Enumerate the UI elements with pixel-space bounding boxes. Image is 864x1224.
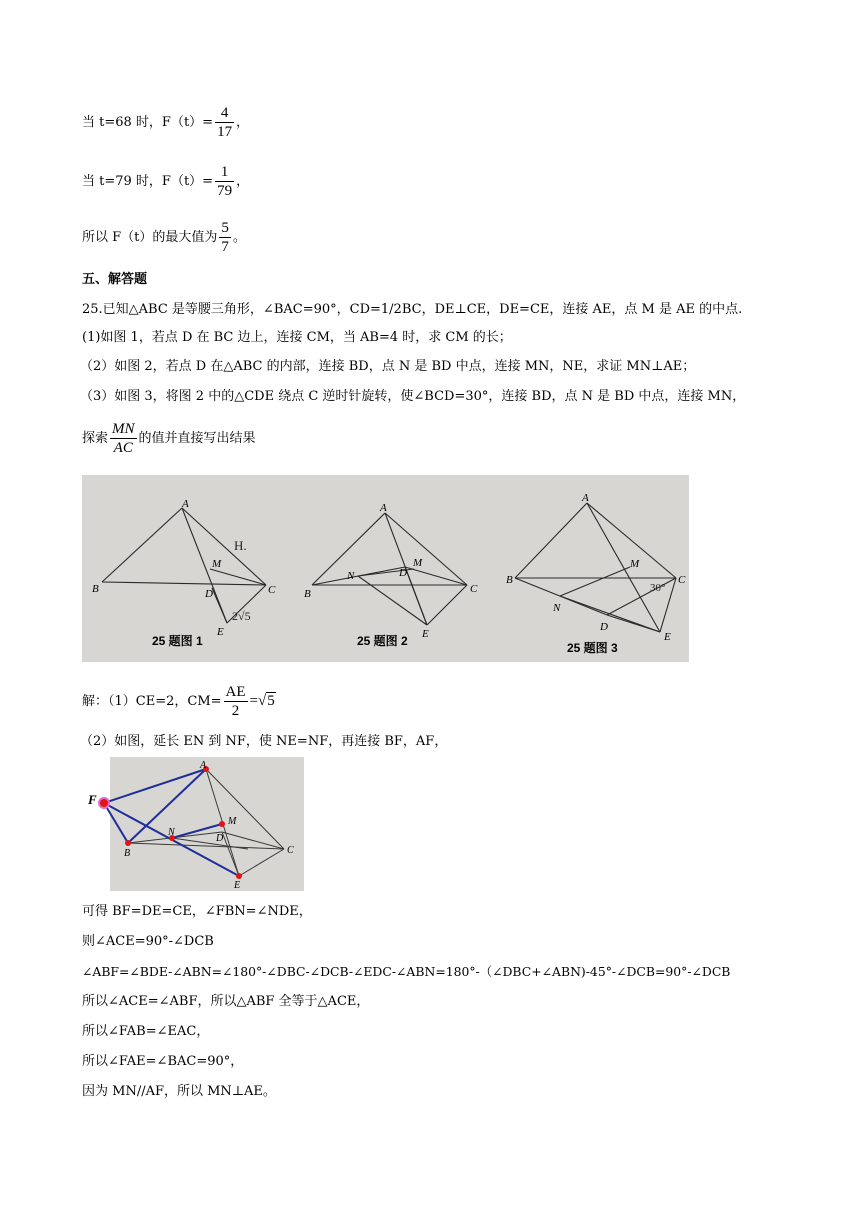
problem-part3: （3）如图 3，将图 2 中的△CDE 绕点 C 逆时针旋转，使∠BCD=30°，连接 BD，点 N 是 BD 中点，连接 MN，: [80, 389, 746, 404]
fraction-max: [219, 219, 231, 256]
fraction-t68: [215, 104, 234, 141]
fig2-caption: 25 题图 2: [357, 634, 408, 648]
sqrt-5: [258, 692, 276, 709]
two-denominator: 2: [231, 703, 240, 719]
t79-suffix: ，: [236, 174, 250, 189]
t68-numerator: 4: [215, 104, 234, 123]
fig1-label-d: D: [205, 588, 213, 600]
construction-figure: [88, 757, 304, 891]
mn-numerator: MN: [112, 421, 135, 437]
t68-denominator: 17: [217, 124, 233, 140]
t79-denominator: 79: [217, 183, 233, 199]
max-denominator: 7: [221, 239, 229, 255]
line-max: [82, 219, 246, 256]
construction-photo-bg: [110, 757, 304, 891]
s1-eq: =: [249, 693, 258, 709]
ac-denominator: AC: [113, 440, 133, 456]
t68-suffix: ，: [236, 115, 250, 130]
label-b: B: [124, 848, 131, 859]
solution-line-9: 因为 MN//AF，所以 MN⊥AE。: [82, 1084, 276, 1099]
solution-line-4: 则∠ACE=90°-∠DCB: [82, 934, 214, 949]
fig2-label-e: E: [422, 628, 429, 640]
label-d: D: [216, 833, 224, 844]
solution-line-8: 所以∠FAE=∠BAC=90°，: [82, 1054, 244, 1069]
part3b-prefix: 探索: [82, 431, 109, 446]
fig1-label-c: C: [268, 584, 276, 596]
radicand: 5: [267, 693, 275, 709]
solution-line-7: 所以∠FAB=∠EAC，: [82, 1024, 210, 1039]
t68-prefix: 当 t=68 时，F（t）=: [82, 115, 214, 130]
solution-line-2: （2）如图，延长 EN 到 NF，使 NE=NF，再连接 BF，AF，: [80, 734, 448, 749]
fig2-label-m: M: [413, 557, 423, 569]
max-prefix: 所以 F（t）的最大值为: [82, 230, 218, 245]
fig2-label-b: B: [304, 588, 311, 600]
sqrt-sign: √: [258, 693, 267, 709]
point-m: [219, 821, 225, 827]
construction-svg: [88, 757, 304, 891]
fraction-t79: [215, 163, 234, 200]
label-c: C: [287, 845, 294, 856]
point-f: [99, 798, 109, 808]
t79-prefix: 当 t=79 时，F（t）=: [82, 174, 214, 189]
fig3-label-c: C: [678, 574, 686, 586]
solution-line-1: [82, 683, 276, 720]
problem-part1: (1)如图 1，若点 D 在 BC 边上，连接 CM，当 AB=4 时，求 CM 的长；: [82, 330, 512, 345]
problem-statement: 25.已知△ABC 是等腰三角形，∠BAC=90°，CD=1/2BC，DE⊥CE，DE=CE，连接 AE，点 M 是 AE 的中点.: [82, 302, 743, 317]
solution-line-5: ∠ABF=∠BDE-∠ABN=∠180°-∠DBC-∠DCB-∠EDC-∠ABN=180°-（∠DBC+∠ABN)-45°-∠DCB=90°-∠DCB: [82, 964, 731, 979]
t79-numerator: 1: [215, 163, 234, 182]
fig1-label-m: M: [212, 558, 222, 570]
fig3-label-e: E: [664, 631, 671, 643]
fig3-label-a: A: [582, 492, 589, 504]
fig1-label-a: A: [182, 498, 189, 510]
fig2-label-c: C: [470, 583, 478, 595]
fig3-label-m: M: [630, 558, 640, 570]
problem-figures-photo: [82, 475, 689, 662]
label-m: M: [228, 816, 237, 827]
fig1-label-e: E: [217, 626, 224, 638]
fig3-angle-label: 30°: [650, 582, 666, 594]
fig2-label-d: D: [399, 567, 407, 579]
fig1-handwriting-b: 2√5: [232, 609, 251, 623]
solution-line-6: 所以∠ACE=∠ABF，所以△ABF 全等于△ACE，: [82, 994, 370, 1009]
problem-part3b: [82, 420, 256, 457]
part3b-suffix: 的值并直接写出结果: [138, 431, 256, 446]
s1-prefix: 解：（1）CE=2，CM=: [82, 694, 222, 709]
label-f: F: [88, 792, 97, 807]
point-e: [236, 873, 242, 879]
line-t79: [82, 163, 249, 200]
fig1-handwriting-a: H.: [234, 538, 247, 553]
fig3-caption: 25 题图 3: [567, 641, 618, 655]
fig1-label-b: B: [92, 583, 99, 595]
section-heading: 五、解答题: [82, 272, 148, 287]
fig2-label-n: N: [347, 570, 355, 582]
solution-line-3: 可得 BF=DE=CE，∠FBN=∠NDE，: [82, 904, 312, 919]
max-numerator: 5: [221, 220, 229, 236]
fig3-label-b: B: [506, 574, 513, 586]
fig3-label-n: N: [553, 602, 561, 614]
ae-numerator: AE: [225, 684, 246, 700]
problem-part2: （2）如图 2，若点 D 在△ABC 的内部，连接 BD，点 N 是 BD 中点，连接 MN，NE，求证 MN⊥AE；: [80, 359, 696, 374]
fraction-mn-ac: [110, 420, 137, 457]
fig3-label-d: D: [600, 621, 608, 633]
line-t68: [82, 104, 249, 141]
max-suffix: 。: [232, 230, 246, 245]
fraction-ae-2: [224, 683, 248, 720]
problem-figures-svg: [82, 475, 689, 662]
point-b: [125, 840, 131, 846]
label-n: N: [168, 827, 175, 838]
label-a: A: [200, 760, 207, 771]
fig2-label-a: A: [380, 502, 387, 514]
fig1-caption: 25 题图 1: [152, 634, 203, 648]
label-e: E: [234, 880, 241, 891]
